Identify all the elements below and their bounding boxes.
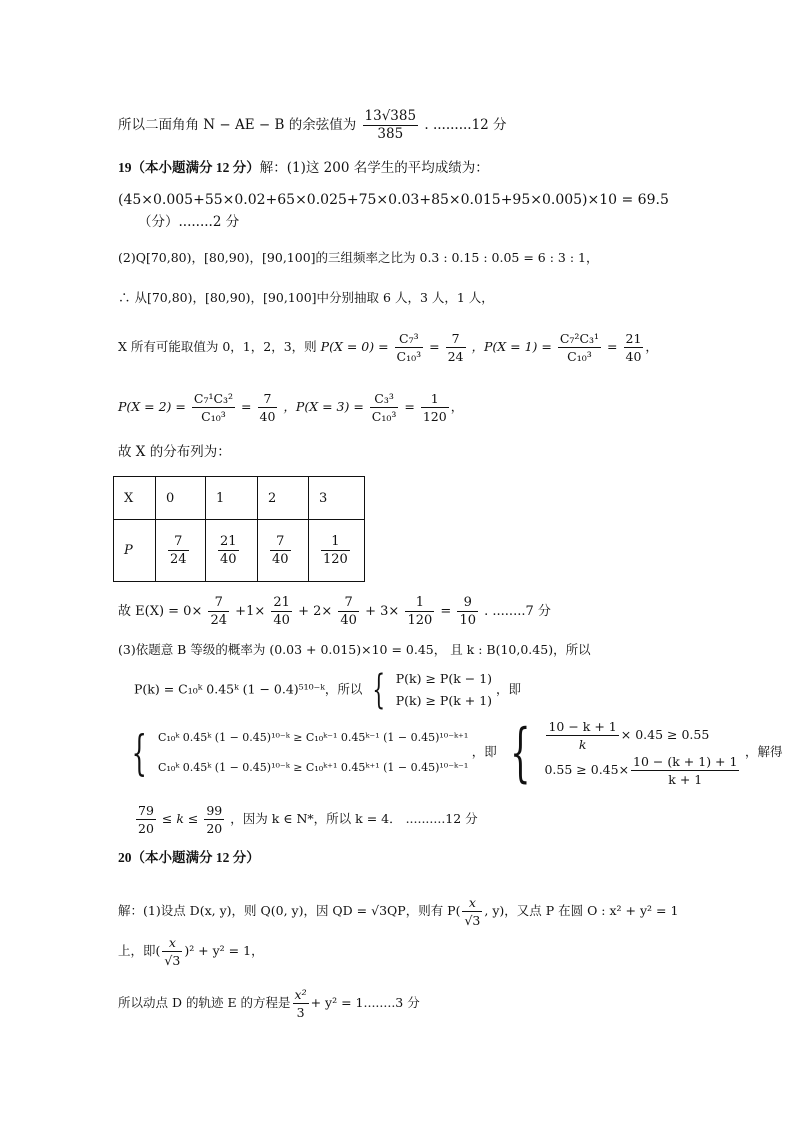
ex-fraction-2: [271, 594, 292, 629]
probability-line-1: [118, 330, 658, 365]
numerator: 21: [273, 595, 290, 610]
text: 上，即(: [118, 943, 161, 958]
text: 所以动点 D 的轨迹 E 的方程是: [118, 995, 291, 1010]
fraction: [136, 802, 156, 837]
text: 解：(1)设点 D(x, y)，则 Q(0, y)，因 QD = √3QP，则有 P(: [118, 903, 461, 918]
part2-ratio-line: (2)Q[70,80)，[80,90)，[90,100]的三组频率之比为 0.3 : 0.15 : 0.05 = 6 : 3 : 1，: [118, 250, 599, 265]
inequality-system-1: [396, 668, 492, 712]
numerator: C₇¹C₃²: [193, 391, 234, 406]
px3-combination: [370, 390, 399, 425]
brace-icon: {: [510, 716, 531, 790]
fraction: [631, 753, 739, 788]
distribution-intro: 故 X 的分布列为：: [118, 444, 231, 460]
table-cell: X: [114, 477, 156, 520]
average-unit-line: （分）........2 分: [138, 214, 240, 230]
probability-line-2: [118, 390, 463, 425]
table-row-x: [114, 477, 365, 520]
q20-line-3: [118, 986, 420, 1021]
numerator: C₃³: [370, 390, 399, 408]
denominator: 10: [459, 613, 476, 628]
table-cell: 1: [206, 477, 258, 520]
denominator: 40: [259, 409, 276, 424]
numerator: C₇²C₃¹: [559, 331, 600, 346]
numerator: 21: [625, 331, 642, 346]
equals: =: [404, 399, 415, 414]
denominator: 40: [340, 613, 357, 628]
cell-fraction: [218, 533, 239, 568]
px2-value: [258, 390, 278, 425]
px0-combination: [395, 330, 424, 365]
px1-value: [624, 330, 644, 365]
brace-icon: {: [131, 725, 147, 781]
ex-fraction-1: [208, 594, 229, 629]
numerator: 7: [270, 533, 291, 551]
numerator: x²: [294, 987, 307, 1002]
text: , y)，又点 P 在圆 O : x² + y² = 1: [484, 903, 679, 918]
numerator: 7: [338, 594, 359, 612]
denominator: √3: [164, 953, 181, 968]
equals: =: [429, 339, 440, 354]
text: ，因为 k ∈ N*，所以 k = 4． ..........12 分: [230, 811, 478, 826]
denominator: C₁₀³: [201, 409, 226, 424]
cell-fraction: [321, 533, 350, 568]
distribution-table: [113, 476, 365, 582]
denominator: 20: [138, 821, 154, 836]
table-cell: 2: [258, 477, 309, 520]
cell-fraction: [270, 533, 291, 568]
table-row-p: [114, 520, 365, 582]
fraction: [293, 986, 309, 1021]
text: ，即: [496, 681, 522, 697]
q19-heading-line: [118, 158, 489, 178]
inequality: P(k) ≥ P(k − 1): [395, 671, 493, 686]
px2-lhs: P(X = 2) =: [118, 399, 186, 414]
numerator: 7: [208, 594, 229, 612]
numerator: x: [462, 894, 482, 912]
numerator: 21: [220, 534, 237, 549]
table-cell: P: [114, 520, 156, 582]
table-cell: 3: [309, 477, 365, 520]
text: ≤ k ≤: [161, 811, 199, 826]
inequality: C₁₀ᵏ 0.45ᵏ (1 − 0.45)¹⁰⁻ᵏ ≥ C₁₀ᵏ⁻¹ 0.45ᵏ⁻¹ (1 − 0.45)¹⁰⁻ᵏ⁺¹: [158, 731, 469, 744]
inequality: [544, 753, 741, 788]
dihedral-angle-line: [118, 108, 507, 143]
denominator: 40: [625, 349, 642, 364]
brace-icon: {: [372, 667, 386, 713]
px1-lhs: ，P(X = 1) =: [471, 339, 552, 354]
numerator: 7: [446, 330, 466, 348]
cell-fraction: [168, 533, 189, 568]
equals: =: [440, 604, 452, 619]
inequality: C₁₀ᵏ 0.45ᵏ (1 − 0.45)¹⁰⁻ᵏ ≥ C₁₀ᵏ⁺¹ 0.45ᵏ⁺¹ (1 − 0.45)¹⁰⁻ᵏ⁻¹: [158, 761, 469, 774]
text: ，解得: [744, 744, 783, 759]
px0-value: [446, 330, 466, 365]
denominator: 24: [170, 552, 187, 567]
inequality: P(k) ≥ P(k + 1): [395, 693, 493, 708]
inequality: [544, 718, 741, 753]
text: ，即: [471, 744, 497, 759]
px3-value: [421, 390, 449, 425]
text: + 2×: [298, 604, 333, 619]
denominator: k + 1: [668, 772, 703, 787]
q20-line-2: [118, 934, 264, 969]
score-note: . ........7 分: [484, 604, 551, 619]
comma: ，: [450, 399, 464, 414]
denominator: 385: [377, 126, 404, 142]
numerator: 1: [405, 594, 434, 612]
text: 所以二面角角 N − AE − B 的余弦值为: [118, 117, 357, 133]
equals: =: [607, 339, 618, 354]
numerator: 10 − (k + 1) + 1: [633, 754, 738, 769]
ex-fraction-5: [457, 594, 478, 629]
table-cell: 0: [156, 477, 206, 520]
px0-lhs: P(X = 0) =: [320, 339, 389, 354]
px2-combination: [192, 390, 235, 425]
denominator: 120: [323, 552, 348, 567]
numerator: 7: [258, 390, 278, 408]
denominator: k: [578, 737, 587, 752]
comma: ，: [645, 339, 658, 354]
text: 0.55 ≥ 0.45×: [544, 762, 630, 777]
denominator: 24: [210, 613, 228, 628]
ex-fraction-4: [405, 594, 434, 629]
result-line: [134, 802, 478, 837]
numerator: 13√385: [364, 108, 417, 124]
denominator: 120: [407, 613, 433, 628]
ex-fraction-3: [338, 594, 359, 629]
table-cell: [156, 520, 206, 582]
denominator: 20: [206, 821, 223, 836]
denominator: C₁₀³: [371, 409, 397, 424]
denominator: 40: [273, 613, 290, 628]
text: P(k) = C₁₀ᵏ 0.45ᵏ (1 − 0.4)⁵¹⁰⁻ᵏ，所以: [134, 681, 363, 697]
numerator: 1: [421, 390, 449, 408]
numerator: 1: [321, 533, 350, 551]
text: × 0.45 ≥ 0.55: [620, 727, 710, 742]
denominator: √3: [464, 913, 481, 928]
q19-title: 19（本小题满分 12 分）: [118, 160, 260, 175]
table-cell: [309, 520, 365, 582]
px1-combination: [558, 330, 601, 365]
denominator: C₁₀³: [567, 349, 592, 364]
fraction: [162, 934, 182, 969]
inequality-system-line: [124, 718, 782, 788]
q19-intro: 解：(1)这 200 名学生的平均成绩为：: [259, 160, 489, 176]
numerator: 9: [457, 594, 478, 612]
denominator: C₁₀³: [396, 349, 422, 364]
expected-value-line: [118, 594, 551, 629]
px3-lhs: ，P(X = 3) =: [283, 399, 364, 414]
score-note: . .........12 分: [424, 117, 507, 133]
numerator: 79: [138, 803, 154, 818]
text: 故 E(X) = 0×: [118, 604, 203, 619]
inequality-system-2: [158, 723, 468, 783]
numerator: C₇³: [395, 330, 424, 348]
q20-line-1: [118, 894, 678, 929]
text: + y² = 1........3 分: [310, 995, 420, 1010]
inequality-system-3: [544, 718, 741, 788]
fraction: [204, 802, 224, 837]
denominator: 24: [447, 349, 464, 364]
fraction: [462, 894, 482, 929]
numerator: 10 − k + 1: [548, 719, 617, 734]
denominator: 120: [422, 409, 447, 424]
average-expression: (45×0.005+55×0.02+65×0.025+75×0.03+85×0.015+95×0.005)×10 = 69.5: [118, 192, 669, 208]
numerator: x: [162, 934, 182, 952]
numerator: 99: [206, 803, 223, 818]
binomial-line: [134, 668, 521, 712]
part3-intro: (3)依题意 B 等级的概率为 (0.03 + 0.015)×10 = 0.45， 且 k : B(10,0.45)，所以: [118, 642, 591, 657]
text: +1×: [235, 604, 266, 619]
text: + 3×: [365, 604, 400, 619]
table-cell: [258, 520, 309, 582]
denominator: 40: [272, 552, 289, 567]
fraction: [546, 718, 618, 753]
text: X 所有可能取值为 0，1，2，3，则: [118, 339, 317, 354]
equals: =: [241, 399, 252, 414]
text: )² + y² = 1，: [184, 943, 264, 958]
denominator: 3: [296, 1005, 305, 1020]
table-cell: [206, 520, 258, 582]
cosine-fraction: [363, 108, 419, 143]
part2-sampling-line: ∴ 从[70,80)，[80,90)，[90,100]中分别抽取 6 人，3 人，1 人，: [118, 290, 494, 305]
numerator: 7: [168, 533, 189, 551]
denominator: 40: [220, 552, 237, 567]
q20-title: 20（本小题满分 12 分）: [118, 850, 260, 865]
